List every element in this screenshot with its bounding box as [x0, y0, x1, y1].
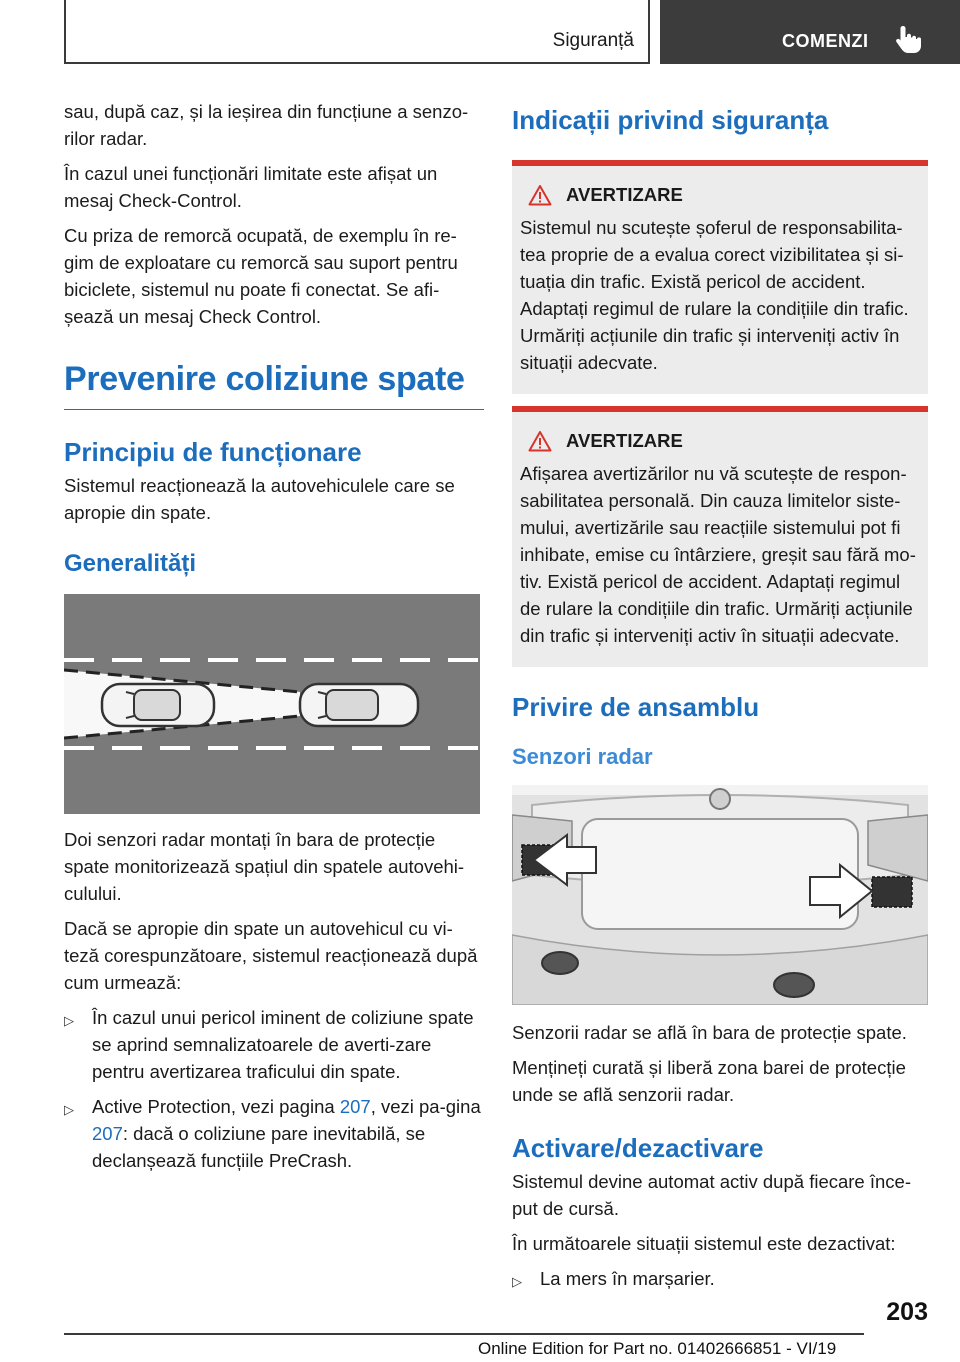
rear-collision-illustration — [64, 594, 480, 814]
hand-pointer-icon — [894, 24, 922, 54]
paragraph: Senzorii radar se află în bara de protecție spate. — [512, 1022, 907, 1043]
paragraph: Mențineți curată și liberă zona barei de protecție unde se află senzorii radar. — [512, 1057, 906, 1105]
car-rear-illustration — [512, 785, 928, 1005]
warning-title: AVERTIZARE — [566, 184, 683, 205]
paragraph: sau, după caz, și la ieșirea din funcțiune a senzo-rilor radar. — [64, 101, 469, 149]
warning-title: AVERTIZARE — [566, 430, 683, 451]
deactivation-list — [512, 1265, 928, 1292]
list-item: ▷ Active Protection, vezi pagina 207, vezi pa-gina 207: dacă o coliziune pare inevitabilă, se declanșează funcțiile PreCrash. — [64, 1096, 481, 1171]
paragraph: Cu priza de remorcă ocupată, de exemplu în re-gim de exploatare cu remorcă sau suport pentru biciclete, sistemul nu poate fi conectat. Se afi-șează un mesaj Check Control. — [64, 225, 458, 327]
triangle-bullet-icon: ▷ — [512, 1274, 522, 1289]
header-commands-label: COMENZI — [782, 31, 869, 51]
list-item: ▷ În cazul unui pericol iminent de coliziune spate se aprind semnalizatoarele de averti-zare pentru avertizarea traficului din spate. — [64, 1007, 474, 1082]
safety-heading: Indicații privind siguranța — [512, 105, 829, 135]
triangle-bullet-icon: ▷ — [64, 1102, 74, 1117]
general-heading: Generalități — [64, 550, 197, 577]
paragraph: Doi senzori radar montați în bara de protecție spate monitorizează spațiul din spatele autovehi-culului. — [64, 829, 465, 904]
warning-box — [512, 160, 928, 394]
page-link[interactable]: 207 — [92, 1123, 123, 1144]
road-cars-illustration — [64, 594, 480, 814]
radar-sensors-illustration — [512, 785, 928, 1005]
principle-heading: Principiu de funcționare — [64, 437, 362, 467]
overview-heading: Privire de ansamblu — [512, 692, 760, 722]
footer-divider — [64, 1333, 864, 1335]
paragraph: Dacă se apropie din spate un autovehicul cu vi-teză corespunzătoare, sistemul reacționează după cum urmează: — [64, 918, 478, 993]
approaching-car-icon — [102, 684, 214, 726]
chapter-title: Prevenire coliziune spate — [64, 360, 484, 410]
page-number: 203 — [886, 1298, 928, 1326]
warning-text: Sistemul nu scutește șoferul de responsabilita-tea proprie de a evalua corect vizibilitatea și si-tuația din trafic. Există pericol de accident. Adaptați regimul de rulare la condițiile din trafic. Urmăriți acțiunile din trafic și interveniți activ în situații adecvate. — [520, 217, 909, 373]
paragraph: Sistemul devine automat activ după fiecare înce-put de cursă. — [512, 1171, 911, 1219]
radar-heading: Senzori radar — [512, 744, 653, 769]
header-commands-tab[interactable] — [660, 0, 960, 64]
reaction-list — [64, 1004, 484, 1174]
left-column — [64, 98, 484, 1182]
triangle-bullet-icon: ▷ — [64, 1013, 74, 1028]
footer-edition: Online Edition for Part no. 01402666851 - VI/19 — [478, 1339, 837, 1358]
paragraph: Sistemul reacționează la autovehiculele care se apropie din spate. — [64, 475, 455, 523]
list-item: ▷ La mers în marșarier. — [512, 1265, 928, 1292]
header-section-title: Siguranță — [552, 30, 634, 51]
header-section-box — [64, 0, 650, 64]
warning-triangle-icon — [528, 184, 552, 206]
page-link[interactable]: 207 — [339, 1096, 371, 1117]
own-car-icon — [300, 684, 418, 726]
right-column — [512, 98, 928, 1300]
paragraph: În următoarele situații sistemul este dezactivat: — [512, 1233, 896, 1254]
warning-box — [512, 406, 928, 667]
paragraph: În cazul unei funcționări limitate este afișat un mesaj Check-Control. — [64, 163, 438, 211]
activation-heading: Activare/dezactivare — [512, 1133, 764, 1163]
warning-text: Afișarea avertizărilor nu vă scutește de respon-sabilitatea personală. Din cauza limitelor siste-mului, avertizările sau reacțiile sistemului pot fi inhibate, emise cu întârziere, greșit sau fără mo-tiv. Există pericol de accident. Adaptați regimul de rulare la condițiile din trafic. Urmăriți acțiunile din trafic și interveniți activ în situații adecvate. — [520, 463, 916, 646]
warning-triangle-icon — [528, 430, 552, 452]
